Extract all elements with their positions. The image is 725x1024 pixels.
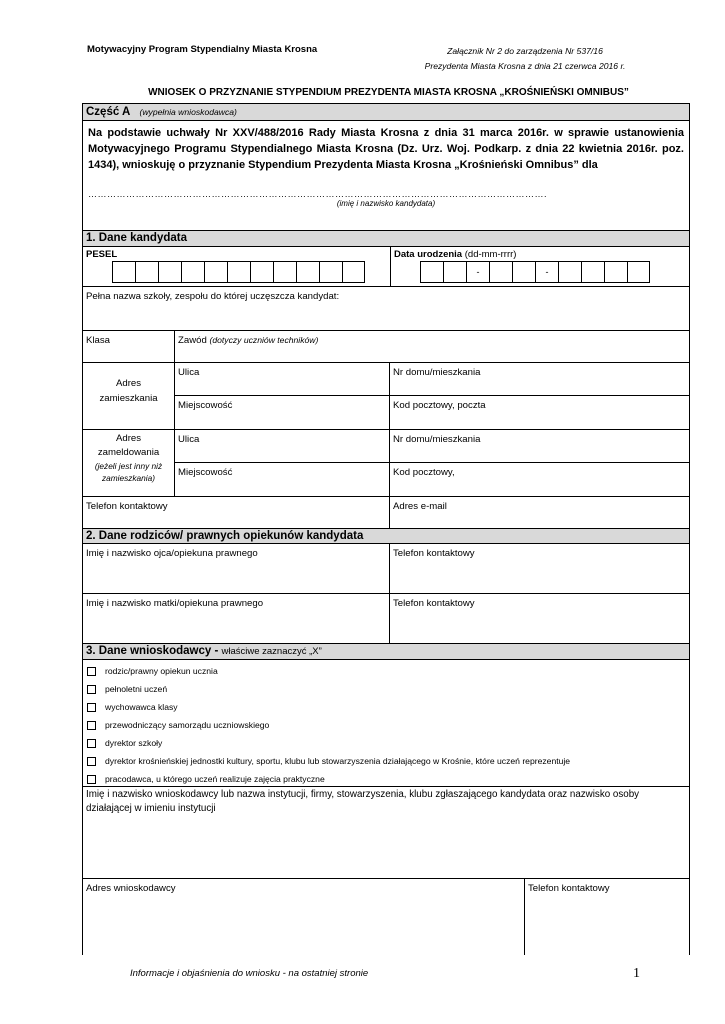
pesel-dob-row bbox=[83, 247, 689, 287]
registration-address-block bbox=[83, 430, 689, 497]
profession-label: Zawód bbox=[178, 335, 207, 346]
option-label: rodzic/prawny opiekun ucznia bbox=[105, 666, 218, 676]
candidate-contact-row bbox=[83, 497, 689, 529]
father-phone[interactable]: Telefon kontaktowy bbox=[393, 548, 475, 559]
residence-label-line2: zamieszkania bbox=[99, 393, 158, 404]
residence-label bbox=[83, 363, 175, 429]
residence-street-row bbox=[175, 363, 689, 396]
applicant-address[interactable]: Adres wnioskodawcy bbox=[83, 879, 525, 955]
dob-digit[interactable] bbox=[581, 261, 604, 283]
dob-digit[interactable] bbox=[512, 261, 535, 283]
dob-cell bbox=[391, 247, 689, 286]
dob-format: (dd-mm-rrrr) bbox=[464, 249, 517, 260]
pesel-digit[interactable] bbox=[296, 261, 319, 283]
dob-separator: - bbox=[466, 261, 489, 283]
checkbox[interactable] bbox=[87, 703, 96, 712]
dob-digit[interactable] bbox=[420, 261, 443, 283]
pesel-digit[interactable] bbox=[250, 261, 273, 283]
pesel-digit[interactable] bbox=[158, 261, 181, 283]
dob-label-line bbox=[394, 249, 686, 260]
part-a-intro: Na podstawie uchwały Nr XXV/488/2016 Rady Miasta Krosna z dnia 31 marca 2016r. w sprawie ustanowienia Motywacyjnego Programu Stypendialnego Miasta Krosna (Dz. Urz. Woj. Podkarp. z dnia 22 kwietnia 2016r. poz. 1434), wnioskuję o przyznanie Stypendium Prezydenta Miasta Krosna „Krośnieński Omnibus” dla bbox=[88, 127, 684, 171]
profession-note: (dotyczy uczniów techników) bbox=[209, 335, 319, 345]
pesel-digit[interactable] bbox=[204, 261, 227, 283]
option-label: przewodniczący samorządu uczniowskiego bbox=[105, 720, 270, 730]
section3-header bbox=[83, 644, 689, 660]
mother-row bbox=[83, 594, 689, 644]
mother-name[interactable]: Imię i nazwisko matki/opiekuna prawnego bbox=[83, 594, 390, 643]
checkbox[interactable] bbox=[87, 757, 96, 766]
footer-note: Informacje i objaśnienia do wniosku - na ostatniej stronie bbox=[130, 968, 369, 979]
residence-city[interactable]: Miejscowość bbox=[175, 396, 390, 429]
pesel-digit[interactable] bbox=[112, 261, 135, 283]
option-student-council[interactable] bbox=[83, 716, 689, 734]
registration-street-row bbox=[175, 430, 689, 463]
checkbox[interactable] bbox=[87, 739, 96, 748]
section3-heading: 3. Dane wnioskodawcy - bbox=[86, 645, 219, 657]
candidate-name-line[interactable]: ………………………………………………………………………………………………………………………………. bbox=[88, 189, 548, 199]
registration-street[interactable]: Ulica bbox=[175, 430, 390, 462]
option-label: pełnoletni uczeń bbox=[105, 684, 168, 694]
school-label: Pełna nazwa szkoły, zespołu do której uczęszcza kandydat: bbox=[86, 291, 340, 302]
header-annex bbox=[405, 44, 645, 74]
residence-city-row bbox=[175, 396, 689, 429]
residence-fields bbox=[175, 363, 689, 429]
class-label[interactable]: Klasa bbox=[83, 331, 175, 362]
registration-label bbox=[83, 430, 175, 496]
pesel-digit[interactable] bbox=[319, 261, 342, 283]
candidate-name-caption: (imię i nazwisko kandydata) bbox=[336, 199, 436, 208]
option-parent[interactable] bbox=[83, 662, 689, 680]
section1-header bbox=[83, 231, 689, 247]
header-annex-line2: Prezydenta Miasta Krosna z dnia 21 czerwca 2016 r. bbox=[424, 61, 626, 71]
applicant-type-options bbox=[83, 660, 689, 787]
form-title: WNIOSEK O PRZYZNANIE STYPENDIUM PREZYDENTA MIASTA KROSNA „KROŚNIEŃSKI OMNIBUS” bbox=[148, 87, 629, 98]
option-label: dyrektor krośnieńskiej jednostki kultury, sportu, klubu lub stowarzyszenia działającego w Krośnie, które uczeń reprezentuje bbox=[105, 756, 571, 766]
dob-digit[interactable] bbox=[558, 261, 581, 283]
residence-address-block bbox=[83, 363, 689, 430]
part-a-heading: Część A bbox=[86, 106, 130, 118]
pesel-digit[interactable] bbox=[227, 261, 250, 283]
checkbox[interactable] bbox=[87, 721, 96, 730]
option-label: pracodawca, u którego uczeń realizuje zajęcia praktyczne bbox=[105, 774, 325, 784]
registration-city-row bbox=[175, 463, 689, 496]
part-a-intro-block bbox=[83, 121, 689, 231]
mother-phone[interactable]: Telefon kontaktowy bbox=[393, 598, 475, 609]
dob-digit[interactable] bbox=[489, 261, 512, 283]
option-class-teacher[interactable] bbox=[83, 698, 689, 716]
registration-house[interactable]: Nr domu/mieszkania bbox=[393, 434, 481, 445]
header-program-name: Motywacyjny Program Stypendialny Miasta Krosna bbox=[87, 44, 318, 55]
part-a-header bbox=[83, 104, 689, 121]
option-label: dyrektor szkoły bbox=[105, 738, 163, 748]
option-school-director[interactable] bbox=[83, 734, 689, 752]
option-culture-director[interactable] bbox=[83, 752, 689, 770]
option-adult-student[interactable] bbox=[83, 680, 689, 698]
pesel-digit[interactable] bbox=[181, 261, 204, 283]
father-row bbox=[83, 544, 689, 594]
checkbox[interactable] bbox=[87, 685, 96, 694]
option-label: wychowawca klasy bbox=[105, 702, 178, 712]
pesel-boxes[interactable] bbox=[112, 261, 387, 283]
dob-digit[interactable] bbox=[604, 261, 627, 283]
residence-house[interactable]: Nr domu/mieszkania bbox=[393, 367, 481, 378]
registration-label-line2: zameldowania bbox=[97, 447, 160, 458]
pesel-cell bbox=[83, 247, 391, 286]
section2-heading: 2. Dane rodziców/ prawnych opiekunów kandydata bbox=[86, 530, 364, 542]
dob-digit[interactable] bbox=[627, 261, 650, 283]
candidate-phone[interactable]: Telefon kontaktowy bbox=[83, 497, 390, 528]
registration-city[interactable]: Miejscowość bbox=[175, 463, 390, 496]
checkbox[interactable] bbox=[87, 775, 96, 784]
registration-postal[interactable]: Kod pocztowy, bbox=[393, 467, 455, 478]
section1-heading: 1. Dane kandydata bbox=[86, 232, 187, 244]
dob-separator: - bbox=[535, 261, 558, 283]
page-number: 1 bbox=[633, 966, 640, 981]
pesel-digit[interactable] bbox=[342, 261, 365, 283]
part-a-note: (wypełnia wnioskodawca) bbox=[139, 107, 237, 117]
residence-label-line1: Adres bbox=[115, 378, 142, 389]
option-employer[interactable] bbox=[83, 770, 689, 788]
profession-cell[interactable] bbox=[175, 331, 689, 362]
registration-note: (jeżeli jest inny niż zamieszkania) bbox=[94, 461, 163, 483]
class-profession-row bbox=[83, 331, 689, 363]
dob-label: Data urodzenia bbox=[394, 249, 463, 260]
school-row[interactable] bbox=[83, 287, 689, 331]
checkbox[interactable] bbox=[87, 667, 96, 676]
father-name[interactable]: Imię i nazwisko ojca/opiekuna prawnego bbox=[83, 544, 390, 593]
pesel-digit[interactable] bbox=[273, 261, 296, 283]
applicant-name-row[interactable] bbox=[83, 787, 689, 879]
registration-label-line1: Adres bbox=[115, 433, 142, 444]
applicant-phone[interactable]: Telefon kontaktowy bbox=[528, 883, 610, 894]
pesel-digit[interactable] bbox=[135, 261, 158, 283]
section2-header bbox=[83, 529, 689, 544]
residence-postal[interactable]: Kod pocztowy, poczta bbox=[393, 400, 486, 411]
dob-boxes[interactable] bbox=[420, 261, 686, 283]
residence-street[interactable]: Ulica bbox=[175, 363, 390, 395]
applicant-name-label: Imię i nazwisko wnioskodawcy lub nazwa instytucji, firmy, stowarzyszenia, klubu zgłaszającego kandydata oraz nazwisko osoby działającej w imieniu instytucji bbox=[86, 789, 640, 814]
header-annex-line1: Załącznik Nr 2 do zarządzenia Nr 537/16 bbox=[447, 46, 603, 56]
application-form bbox=[82, 103, 690, 955]
candidate-email[interactable]: Adres e-mail bbox=[393, 501, 447, 512]
section3-note: właściwe zaznaczyć „X” bbox=[221, 646, 322, 657]
dob-digit[interactable] bbox=[443, 261, 466, 283]
registration-fields bbox=[175, 430, 689, 496]
pesel-label: PESEL bbox=[86, 249, 118, 260]
applicant-contact-row bbox=[83, 879, 689, 955]
